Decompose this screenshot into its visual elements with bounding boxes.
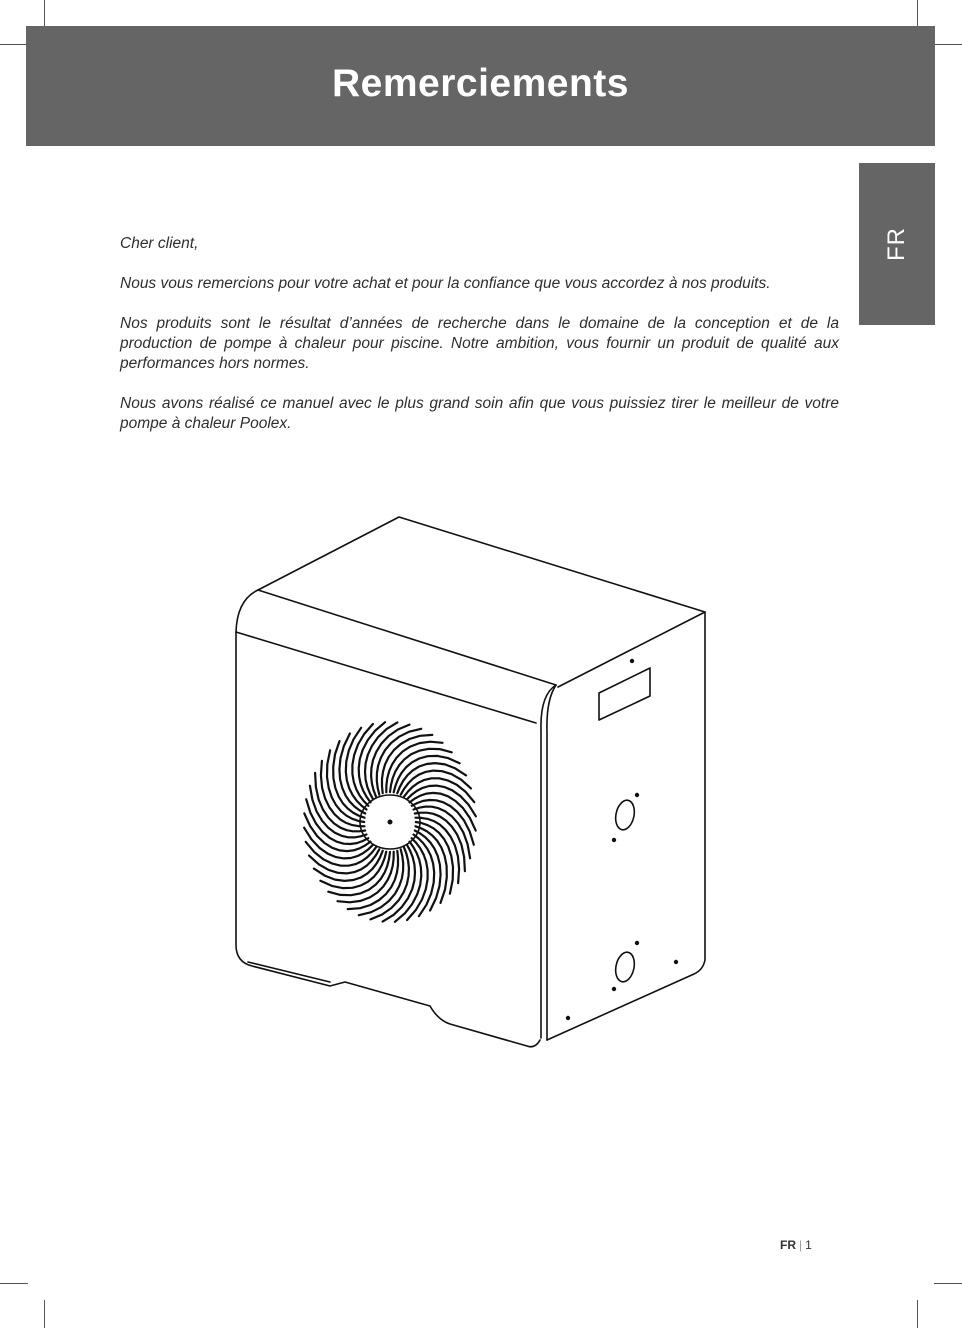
- unit-right-face: [547, 612, 705, 1040]
- language-tab: [859, 163, 935, 325]
- crop-mark-bottom-right-h: [934, 1283, 962, 1284]
- fan-blade: [401, 771, 471, 795]
- display-panel: [599, 668, 650, 720]
- crop-mark-bottom-left-v: [44, 1300, 45, 1328]
- unit-top-edge: [236, 632, 536, 723]
- crop-mark-bottom-left-h: [0, 1283, 28, 1284]
- header-bar: [26, 26, 935, 146]
- unit-corner-edge: [541, 685, 556, 1038]
- body-text: [120, 234, 839, 454]
- unit-front-face: [236, 590, 540, 1047]
- crop-mark-bottom-right-v: [917, 1300, 918, 1328]
- paragraph-thanks: Nous vous remercions pour votre achat et pour la confiance que vous accordez à nos produits.: [120, 275, 771, 292]
- page-number: 1: [805, 1238, 812, 1252]
- crop-mark-top-left-h: [0, 44, 28, 45]
- crop-mark-top-right-v: [917, 0, 918, 28]
- crop-mark-top-left-v: [44, 0, 45, 28]
- fan-blade: [346, 728, 367, 810]
- paragraph-manual: Nous avons réalisé ce manuel avec le plus grand soin afin que vous puissiez tirer le meilleur de votre pompe à chaleur Poolex.: [120, 395, 839, 432]
- page-footer: [780, 1238, 812, 1252]
- fan-blade: [309, 849, 379, 873]
- fan-blade: [414, 835, 435, 917]
- water-outlet: [613, 798, 637, 831]
- greeting: Cher client,: [120, 235, 199, 252]
- water-inlet: [613, 950, 637, 983]
- footer-lang: FR: [780, 1238, 796, 1252]
- crop-mark-top-right-h: [934, 44, 962, 45]
- paragraph-products: Nos produits sont le résultat d’années de recherche dans le domaine de la conception et de la production de pompe à chaleur pour piscine. Notre ambition, vous fournir un produit de qualité aux performances hors normes.: [120, 315, 839, 372]
- page-title: Remerciements: [332, 62, 629, 105]
- footer-separator: |: [799, 1238, 803, 1252]
- language-tab-label: FR: [883, 227, 910, 261]
- heat-pump-illustration: [230, 510, 710, 1060]
